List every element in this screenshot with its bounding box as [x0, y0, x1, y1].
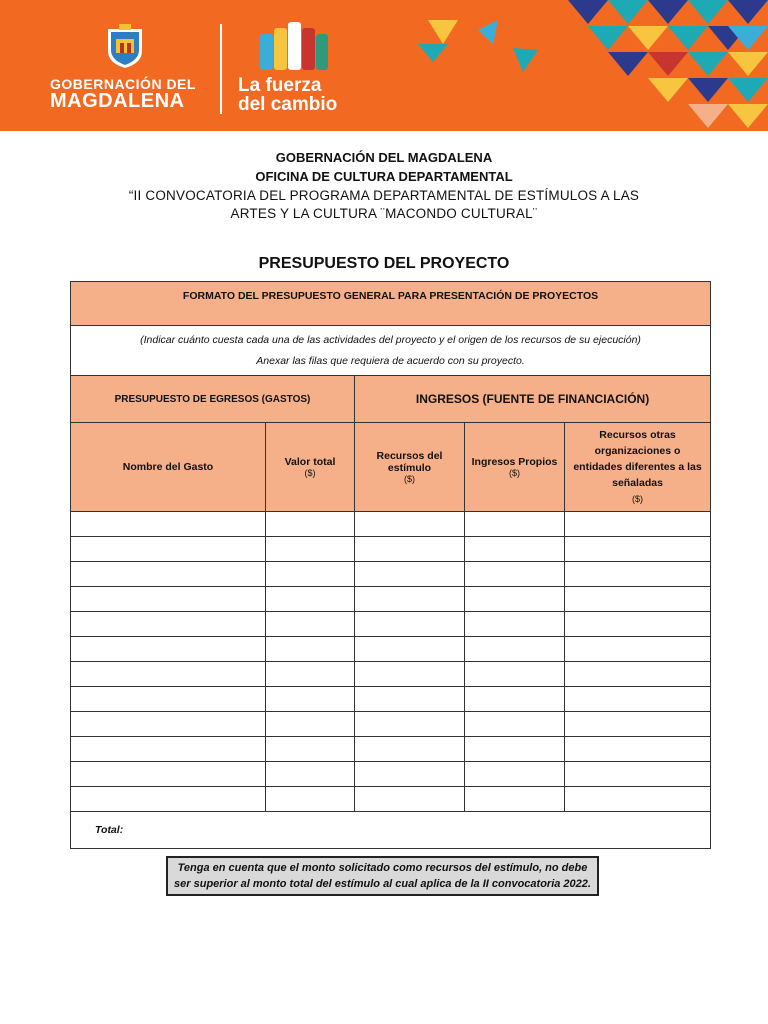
col-header-propios: [465, 423, 565, 512]
table-cell[interactable]: [266, 537, 355, 562]
table-cell[interactable]: [266, 687, 355, 712]
header-line3b: ARTES Y LA CULTURA ¨MACONDO CULTURAL¨: [230, 206, 538, 221]
table-cell[interactable]: [565, 737, 711, 762]
header-line3: [0, 187, 768, 223]
table-cell[interactable]: [565, 512, 711, 537]
table-cell[interactable]: [266, 737, 355, 762]
table-cell[interactable]: [565, 587, 711, 612]
table-cell[interactable]: [565, 562, 711, 587]
table-cell[interactable]: [71, 537, 266, 562]
banner-divider: [220, 24, 222, 114]
table-cell[interactable]: [71, 562, 266, 587]
egresos-header: PRESUPUESTO DE EGRESOS (GASTOS): [71, 376, 355, 423]
table-cell[interactable]: [266, 712, 355, 737]
table-cell[interactable]: [71, 512, 266, 537]
table-cell[interactable]: [565, 687, 711, 712]
table-cell[interactable]: [355, 637, 465, 662]
table-row: [71, 537, 711, 562]
header-line2: OFICINA DE CULTURA DEPARTAMENTAL: [255, 169, 513, 184]
total-label: Total:: [71, 812, 711, 849]
gov-name-line2: MAGDALENA: [50, 90, 185, 112]
instruction-line2: Anexar las filas que requiera de acuerdo con su proyecto.: [256, 354, 525, 367]
table-cell[interactable]: [355, 787, 465, 812]
table-cell[interactable]: [465, 562, 565, 587]
table-cell[interactable]: [266, 562, 355, 587]
table-row: [71, 787, 711, 812]
table-cell[interactable]: [465, 537, 565, 562]
col-header-estimulo: [355, 423, 465, 512]
table-cell[interactable]: [266, 787, 355, 812]
coat-of-arms-icon: [106, 23, 144, 69]
currency-label: ($): [632, 494, 644, 504]
table-cell[interactable]: [355, 612, 465, 637]
page-title: PRESUPUESTO DEL PROYECTO: [258, 255, 510, 272]
table-cell[interactable]: [465, 712, 565, 737]
table-cell[interactable]: [565, 662, 711, 687]
table-cell[interactable]: [465, 512, 565, 537]
table-cell[interactable]: [355, 762, 465, 787]
table-cell[interactable]: [355, 562, 465, 587]
table-row: [71, 637, 711, 662]
table-cell[interactable]: [465, 637, 565, 662]
decorative-triangles-icon: [418, 0, 768, 131]
table-cell[interactable]: [266, 662, 355, 687]
table-cell[interactable]: [565, 787, 711, 812]
table-cell[interactable]: [71, 712, 266, 737]
table-cell[interactable]: [465, 687, 565, 712]
currency-label: ($): [304, 468, 316, 478]
col-header-nombre: [71, 423, 266, 512]
table-cell[interactable]: [355, 512, 465, 537]
table-row: [71, 712, 711, 737]
slogan-line1: La fuerza: [238, 75, 322, 96]
table-cell[interactable]: [71, 687, 266, 712]
table-row: [71, 587, 711, 612]
col-header-otras: [565, 423, 711, 512]
currency-label: ($): [404, 474, 415, 484]
table-cell[interactable]: [71, 737, 266, 762]
header-line3a: “II CONVOCATORIA DEL PROGRAMA DEPARTAMENTAL DE ESTÍMULOS A LAS: [128, 188, 640, 203]
header-line1: GOBERNACIÓN DEL MAGDALENA: [275, 150, 493, 165]
slogan: [238, 76, 337, 114]
table-row: [71, 512, 711, 537]
table-cell[interactable]: [355, 537, 465, 562]
table-cell[interactable]: [266, 512, 355, 537]
table-cell[interactable]: [71, 762, 266, 787]
table-cell[interactable]: [266, 637, 355, 662]
col-otras-label: Recursos otras organizaciones o entidades diferentes a las señaladas: [573, 429, 702, 489]
table-cell[interactable]: [355, 737, 465, 762]
table-cell[interactable]: [465, 737, 565, 762]
currency-label: ($): [509, 468, 520, 478]
table-cell[interactable]: [465, 587, 565, 612]
table-cell[interactable]: [565, 612, 711, 637]
table-cell[interactable]: [465, 662, 565, 687]
table-row: [71, 762, 711, 787]
table-cell[interactable]: [71, 587, 266, 612]
table-cell[interactable]: [355, 712, 465, 737]
table-row: [71, 612, 711, 637]
table-row: [71, 687, 711, 712]
slogan-line2: del cambio: [238, 94, 338, 115]
gov-name-line1: GOBERNACIÓN DEL: [50, 76, 196, 92]
col-nombre-label: Nombre del Gasto: [122, 461, 214, 473]
budget-table: [70, 281, 711, 849]
table-row: [71, 662, 711, 687]
ingresos-header: INGRESOS (FUENTE DE FINANCIACIÓN): [355, 376, 711, 423]
table-cell[interactable]: [565, 537, 711, 562]
raised-fists-icon: [258, 20, 330, 72]
header-banner: [0, 0, 768, 131]
table-cell[interactable]: [266, 762, 355, 787]
col-estimulo-label: Recursos del estímulo: [376, 450, 443, 474]
instruction-cell: [71, 326, 711, 376]
table-cell[interactable]: [355, 687, 465, 712]
table-cell[interactable]: [465, 762, 565, 787]
table-cell[interactable]: [355, 662, 465, 687]
table-cell[interactable]: [565, 762, 711, 787]
table-cell[interactable]: [465, 787, 565, 812]
format-title: FORMATO DEL PRESUPUESTO GENERAL PARA PRESENTACIÓN DE PROYECTOS: [71, 282, 711, 326]
col-valor-label: Valor total: [284, 456, 336, 468]
table-cell[interactable]: [565, 637, 711, 662]
table-cell[interactable]: [71, 637, 266, 662]
instruction-line1: (Indicar cuánto cuesta cada una de las actividades del proyecto y el origen de los recursos de su ejecución): [140, 333, 641, 346]
table-cell[interactable]: [266, 587, 355, 612]
table-cell[interactable]: [465, 612, 565, 637]
table-row: [71, 562, 711, 587]
table-row: [71, 737, 711, 762]
col-header-valor: [266, 423, 355, 512]
table-cell[interactable]: [71, 662, 266, 687]
table-cell[interactable]: [71, 787, 266, 812]
warning-note: Tenga en cuenta que el monto solicitado como recursos del estímulo, no debe ser superior al monto total del estímulo al cual aplica de la II convocatoria 2022.: [166, 856, 599, 896]
table-cell[interactable]: [565, 712, 711, 737]
col-propios-label: Ingresos Propios: [471, 456, 558, 468]
table-cell[interactable]: [266, 612, 355, 637]
table-cell[interactable]: [71, 612, 266, 637]
table-cell[interactable]: [355, 587, 465, 612]
